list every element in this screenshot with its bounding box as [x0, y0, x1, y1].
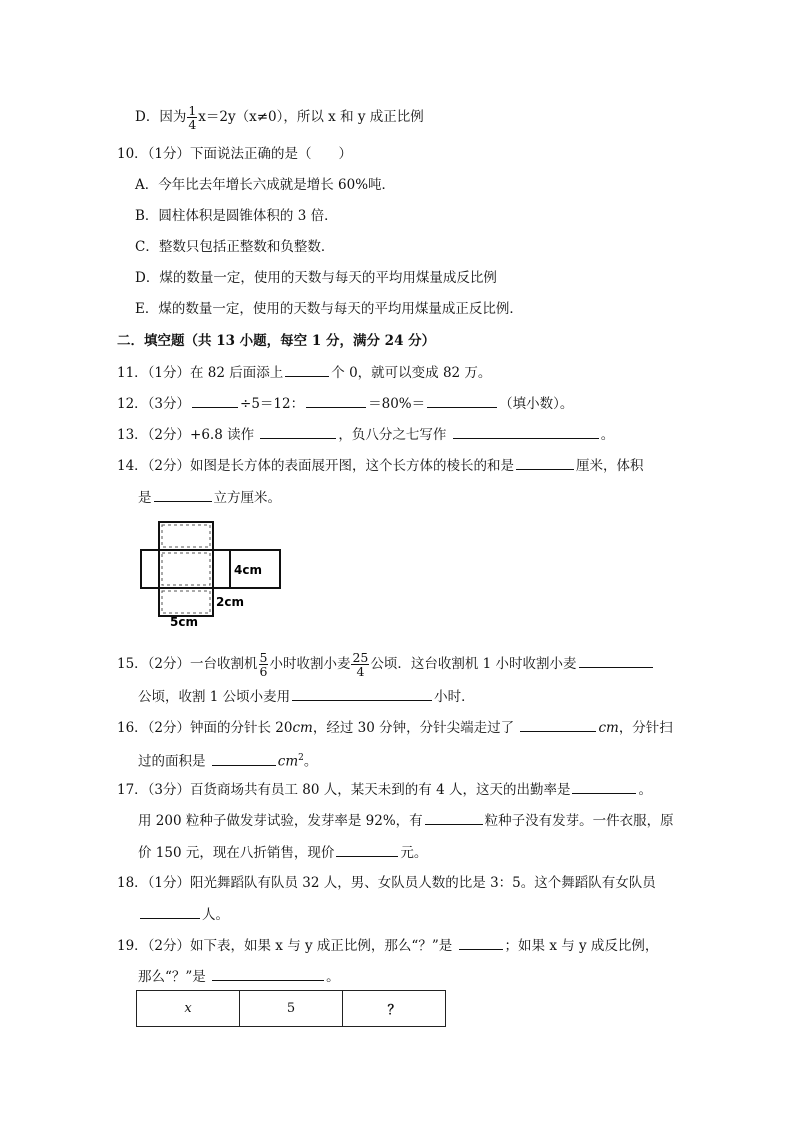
q18-line2: 人。 — [138, 904, 229, 925]
answer-blank[interactable] — [572, 779, 636, 794]
q9-d-text: x＝2y（x≠0），所以 x 和 y 成正比例 — [198, 109, 424, 125]
q17-line3: 价 150 元，现在八折销售，现价 元。 — [138, 842, 427, 863]
label-4cm: 4cm — [234, 563, 262, 577]
answer-blank[interactable] — [285, 362, 329, 377]
q10-option-c: C．整数只包括正整数和负整数． — [135, 239, 335, 255]
label-5cm: 5cm — [170, 615, 198, 629]
q9-d-prefix: D．因为 — [135, 109, 187, 125]
q10-stem: 10．（1分）下面说法正确的是（ ） — [117, 146, 353, 162]
q19-line2: 那么“？”是 。 — [138, 966, 340, 987]
q10-option-d: D．煤的数量一定，使用的天数与每天的平均用煤量成反比例 — [135, 270, 497, 286]
net-top-face — [159, 522, 213, 550]
q10-option-a: A．今年比去年增长六成就是增长 60%吨． — [135, 177, 396, 193]
answer-blank[interactable] — [212, 751, 276, 766]
answer-blank[interactable] — [579, 653, 653, 668]
q17-line1: 17．（3分）百货商场共有员工 80 人，某天未到的有 4 人，这天的出勤率是 。 — [117, 779, 652, 800]
net-bottom-face — [159, 588, 213, 616]
answer-blank[interactable] — [520, 717, 596, 732]
label-2cm: 2cm — [216, 595, 244, 609]
answer-blank[interactable] — [292, 686, 432, 701]
answer-blank[interactable] — [425, 810, 483, 825]
q12: 12．（3分） ÷5＝12： ＝80%＝ （填小数）。 — [117, 393, 573, 414]
answer-blank[interactable] — [154, 487, 212, 502]
net-dashed-bottom — [162, 591, 210, 613]
table-cell: ？ — [343, 991, 446, 1027]
table-row — [137, 991, 446, 1027]
fraction-25-4: $\frac{25}{4}$ — [352, 650, 369, 679]
q11: 11．（1分）在 82 后面添上 个 0，就可以变成 82 万。 — [117, 362, 491, 383]
answer-blank[interactable] — [212, 966, 324, 981]
q14-line2: 是 立方厘米。 — [138, 487, 281, 508]
answer-blank[interactable] — [306, 393, 366, 408]
q15-line1: 15．（2分）一台收割机 $\frac{5}{6}$ 小时收割小麦 $\frac{25}{4}$ 公顷．这台收割机 1 小时收割小麦 — [117, 651, 655, 678]
section-heading: 二．填空题（共 13 小题，每空 1 分，满分 24 分） — [117, 333, 436, 349]
table-cell: x — [137, 991, 240, 1027]
answer-blank[interactable] — [453, 424, 599, 439]
cuboid-net-figure — [138, 518, 288, 630]
q16-line2: 过的面积是 $cm^2$。 — [138, 748, 317, 772]
net-dashed-middle — [162, 553, 210, 585]
q10-option-b: B．圆柱体积是圆锥体积的 3 倍． — [135, 208, 338, 224]
q16-line1: 16．（2分）钟面的分针长 20cm，经过 30 分钟，分针尖端走过了 cm，分针扫 — [117, 717, 673, 738]
q17-line2: 用 200 粒种子做发芽试验，发芽率是 92%，有 粒种子没有发芽。一件衣服，原 — [138, 810, 674, 831]
answer-blank[interactable] — [336, 842, 398, 857]
q19-table — [136, 990, 446, 1027]
q19-line1: 19．（2分）如下表，如果 x 与 y 成正比例，那么“？”是 ；如果 x 与 y 成反比例， — [117, 935, 658, 956]
answer-blank[interactable] — [260, 424, 336, 439]
q14-line1: 14．（2分）如图是长方体的表面展开图，这个长方体的棱长的和是 厘米，体积 — [117, 455, 644, 476]
fraction-5-6: $\frac{5}{6}$ — [259, 650, 268, 679]
q13: 13．（2分）+6.8 读作 ，负八分之七写作 。 — [117, 424, 614, 445]
table-cell: 5 — [240, 991, 343, 1027]
answer-blank[interactable] — [516, 455, 574, 470]
answer-blank[interactable] — [427, 393, 497, 408]
q15-line2: 公顷，收割 1 公顷小麦用 小时． — [138, 686, 475, 707]
q9-option-d — [135, 104, 424, 131]
fraction-one-quarter: $\frac{1}{4}$ — [188, 103, 197, 132]
net-dashed-top — [162, 525, 210, 547]
answer-blank[interactable] — [140, 904, 200, 919]
answer-blank[interactable] — [459, 935, 503, 950]
answer-blank[interactable] — [192, 393, 238, 408]
q10-option-e: E．煤的数量一定，使用的天数与每天的平均用煤量成正反比例． — [135, 301, 523, 317]
q18-line1: 18．（1分）阳光舞蹈队有队员 32 人，男、女队员人数的比是 3：5。这个舞蹈队有女队员 — [117, 875, 656, 891]
